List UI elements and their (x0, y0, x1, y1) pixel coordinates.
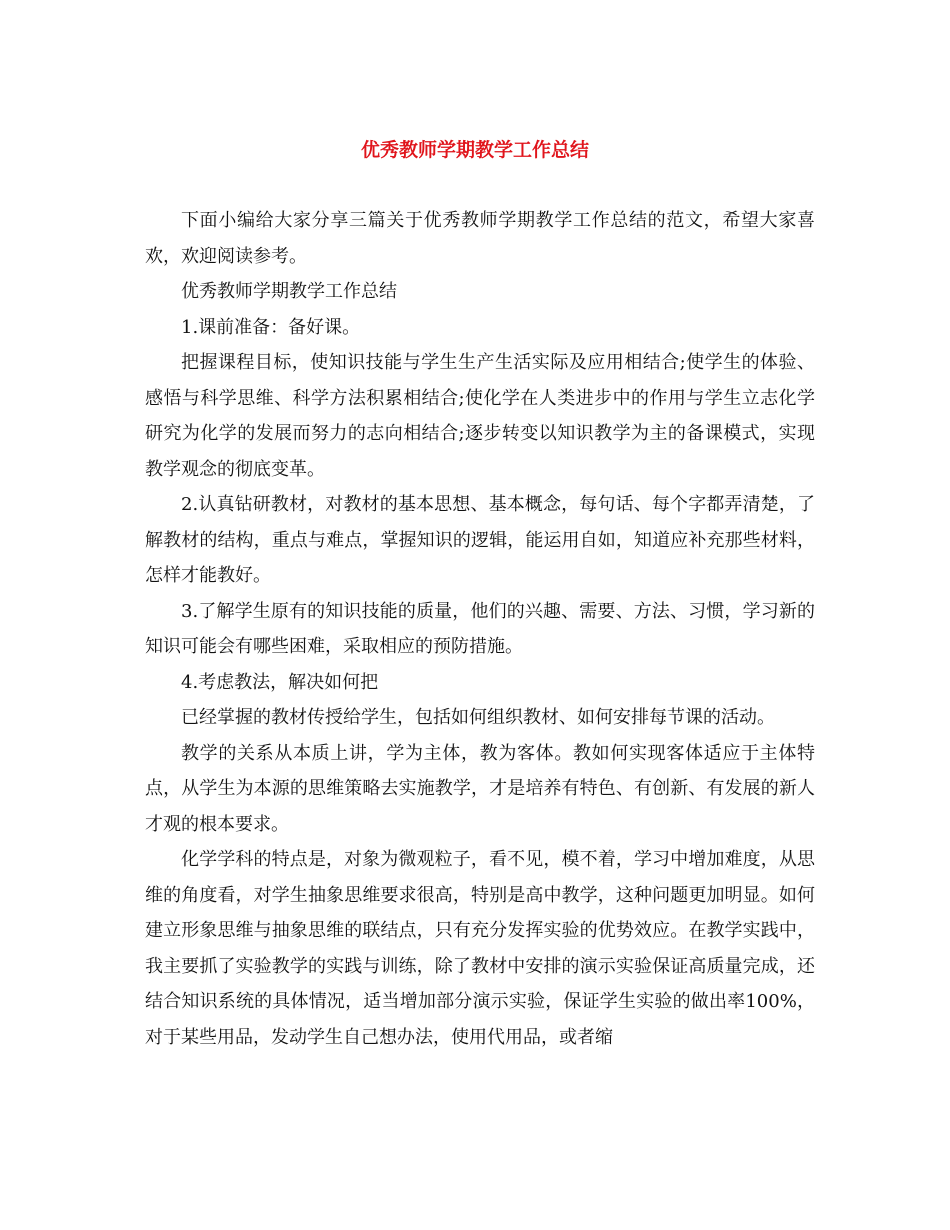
paragraph: 2.认真钻研教材，对教材的基本思想、基本概念，每句话、每个字都弄清楚，了解教材的结构，重点与难点，掌握知识的逻辑，能运用自如，知道应补充那些材料，怎样才能教好。 (145, 494, 815, 586)
paragraph: 已经掌握的教材传授给学生，包括如何组织教材、如何安排每节课的活动。 (181, 707, 775, 728)
paragraph: 优秀教师学期教学工作总结 (181, 281, 397, 302)
paragraph: 教学的关系从本质上讲，学为主体，教为客体。教如何实现客体适应于主体特点，从学生为本源的思维策略去实施教学，才是培养有特色、有创新、有发展的新人才观的根本要求。 (145, 742, 815, 835)
paragraph: 4.考虑教法，解决如何把 (181, 671, 379, 693)
paragraph: 1.课前准备：备好课。 (181, 316, 361, 338)
paragraph: 把握课程目标，使知识技能与学生生产生活实际及应用相结合;使学生的体验、感悟与科学思维、科学方法积累相结合;使化学在人类进步中的作用与学生立志化学研究为化学的发展而努力的志向相结合;逐步转变以知识教学为主的备课模式，实现教学观念的彻底变革。 (145, 352, 815, 480)
paragraph: 下面小编给大家分享三篇关于优秀教师学期教学工作总结的范文，希望大家喜欢，欢迎阅读参考。 (145, 210, 815, 267)
paragraph: 化学学科的特点是，对象为微观粒子，看不见，模不着，学习中增加难度，从思维的角度看，对学生抽象思维要求很高，特别是高中教学，这种问题更加明显。如何建立形象思维与抽象思维的联结点，只有充分发挥实验的优势效应。在教学实践中，我主要抓了实验教学的实践与训练，除了教材中安排的演示实验保证高质量完成，还结合知识系统的具体情况，适当增加部分演示实验，保证学生实验的做出率100%，对于某些用品，发动学生自己想办法，使用代用品，或者缩 (145, 849, 815, 1048)
document-body (145, 203, 815, 1055)
paragraph: 3.了解学生原有的知识技能的质量，他们的兴趣、需要、方法、习惯，学习新的知识可能会有哪些困难，采取相应的预防措施。 (145, 600, 815, 657)
document-title: 优秀教师学期教学工作总结 (360, 139, 589, 161)
